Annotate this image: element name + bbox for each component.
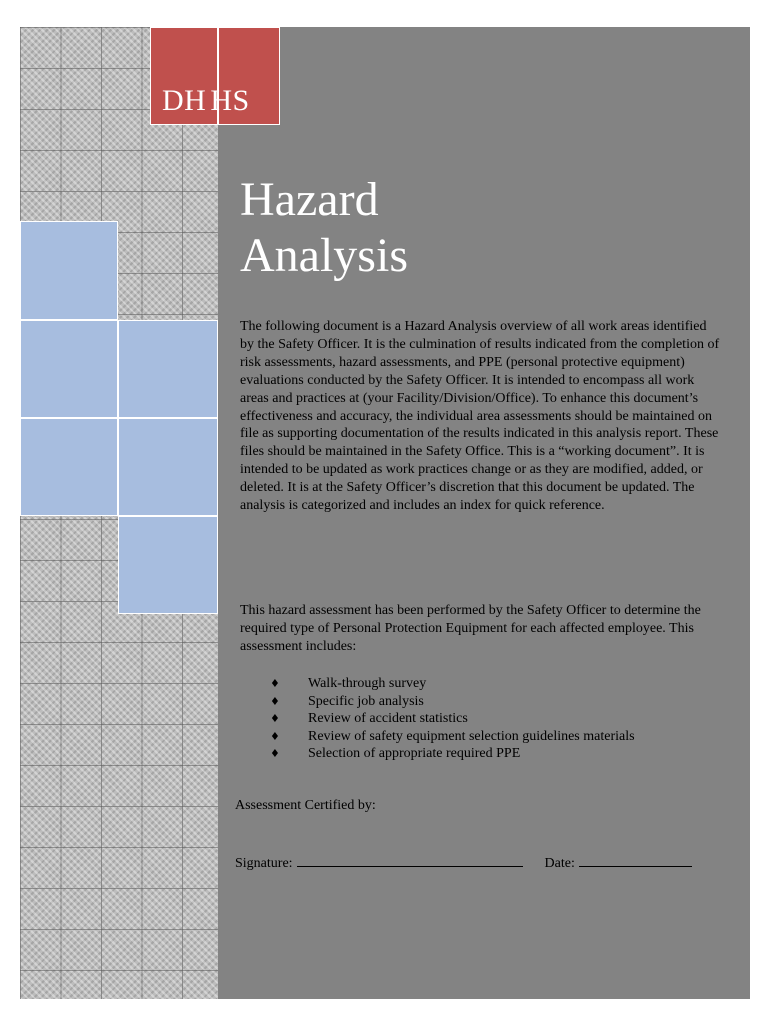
- signature-label: Signature:: [235, 856, 293, 871]
- blue-block: [20, 320, 118, 418]
- date-label: Date:: [544, 856, 575, 871]
- signature-field[interactable]: [297, 852, 523, 867]
- blue-block: [118, 418, 218, 516]
- diamond-bullet-icon: ♦: [270, 694, 280, 708]
- diamond-bullet-icon: ♦: [270, 747, 280, 761]
- blue-block: [118, 320, 218, 418]
- signature-row: [235, 852, 692, 872]
- date-field[interactable]: [579, 852, 692, 867]
- title-line-2: Analysis: [240, 229, 408, 282]
- blue-block: [20, 418, 118, 516]
- logo-text-left: DH: [162, 84, 207, 117]
- list-item: ♦ Review of accident statistics: [270, 711, 468, 727]
- logo: [162, 84, 250, 118]
- list-item: ♦ Review of safety equipment selection guidelines materials: [270, 728, 635, 744]
- logo-text-right: HS: [210, 84, 250, 117]
- blue-block: [118, 516, 218, 614]
- document-title: [240, 172, 408, 284]
- diamond-bullet-icon: ♦: [270, 677, 280, 690]
- list-item: ♦ Selection of appropriate required PPE: [270, 746, 521, 762]
- title-line-1: Hazard: [240, 173, 379, 226]
- intro-paragraph: The following document is a Hazard Analysis overview of all work areas identified by the Safety Officer. It is the culmination of results indicated from the completion of risk assessments, hazard assessments, and PPE (personal protective equipment) evaluations conducted by the Safety Officer. It is intended to encompass all work areas and practices at (your Facility/Division/Office). To enhance this document’s effectiveness and accuracy, the individual area assessments should be maintained on file as supporting documentation of the results indicated in this analysis report. These files should be maintained in the Safety Office. This is a “working document”. It is intended to be updated as work practices change or as they are modified, added, or deleted. It is at the Safety Officer’s discretion that this document be updated. The analysis is categorized and includes an index for quick reference.: [240, 319, 720, 514]
- assessment-list: [270, 675, 635, 763]
- diamond-bullet-icon: ♦: [270, 712, 280, 726]
- assessment-paragraph: This hazard assessment has been performed by the Safety Officer to determine the required type of Personal Protection Equipment for each affected employee. This assessment includes:: [240, 603, 701, 654]
- diamond-bullet-icon: ♦: [270, 729, 280, 743]
- list-item: ♦ Walk-through survey: [270, 676, 427, 691]
- blue-block: [20, 221, 118, 320]
- certified-label: Assessment Certified by:: [235, 798, 376, 813]
- list-item: ♦ Specific job analysis: [270, 693, 424, 709]
